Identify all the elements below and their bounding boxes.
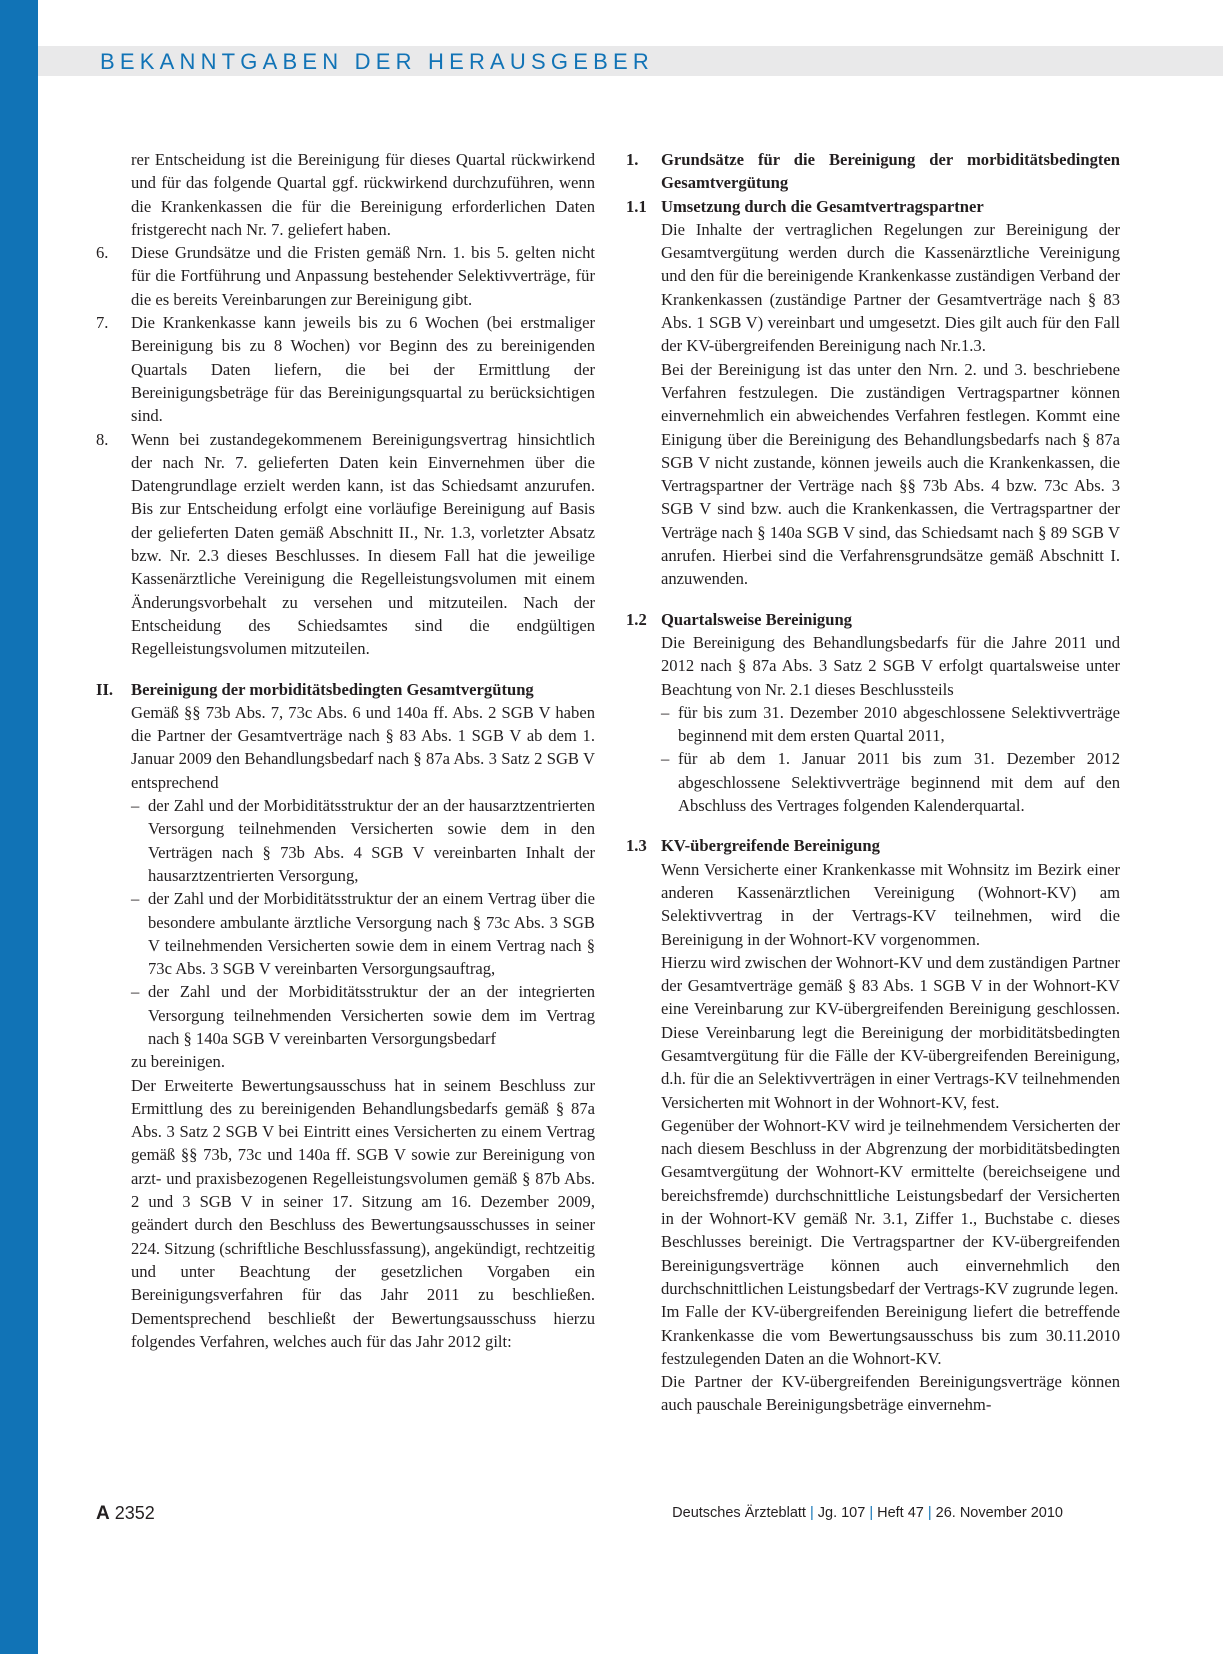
body-paragraph: Gegenüber der Wohnort-KV wird je teilnehmendem Versicherten der nach diesem Beschluss in der Abgrenzung der morbiditätsbedingten Gesamtvergütung der Wohnort-KV ermittelte (bereichseigene und bereichsfremde) durchschnittliche Leistungsbedarf der Versicherten in der Wohnort-KV gemäß Nr. 3.1, Ziffer 1., Buchstabe c. dieses Beschlusses bereinigt. Die Vertragspartner der KV-übergreifenden Bereinigungsverträge können auch einvernehmlich den durchschnittlichen Leistungsbedarf der Vertrags-KV zugrunde legen. (661, 1115, 1120, 1298)
section-number: II. (96, 679, 114, 699)
journal-name: Deutsches Ärzteblatt (672, 1505, 806, 1521)
journal-volume: Jg. 107 (817, 1505, 866, 1521)
list-item-8 (96, 428, 595, 661)
journal-issue: Heft 47 (877, 1505, 924, 1521)
list-number: 7. (96, 313, 109, 333)
left-column (96, 148, 595, 1353)
page-prefix: A (96, 1503, 110, 1524)
bullet-text: der Zahl und der Morbiditätsstruktur der an der hausarztzentrierten Versorgung teilnehmenden Versicherten sowie dem in den Verträgen nach § 73b Abs. 4 SGB V vereinbarten Inhalt der hausarztzentrierten Versorgung, (148, 796, 595, 885)
list-text: Diese Grundsätze und die Fristen gemäß Nrn. 1. bis 5. gelten nicht für die Fortführung und Anpassung bestehender Selektivverträge, für die es bereits Vereinbarungen zur Bereinigung gibt. (131, 243, 595, 309)
body-paragraph: Wenn Versicherte einer Krankenkasse mit Wohnsitz im Bezirk einer anderen Kassenärztlichen Vereinigung (Wohnort-KV) am Selektivvertrag in der Vertrags-KV teilnehmen, wird die Bereinigung in der Wohnort-KV vorgenommen. (661, 859, 1120, 949)
side-color-bar (0, 0, 38, 1654)
list-number: 6. (96, 243, 109, 263)
section-number: 1.3 (626, 836, 647, 856)
page-number (96, 1500, 155, 1526)
section-title: Quartalsweise Bereinigung (661, 609, 852, 629)
section-heading-1-3 (626, 834, 1120, 857)
bullet-item: – der Zahl und der Morbiditätsstruktur der an der integrierten Versorgung teilnehmenden Versicherten sowie dem im Vertrag nach § 140a SGB V vereinbarten Versorgungsbedarf (96, 980, 595, 1050)
bullet-text: für ab dem 1. Januar 2011 bis zum 31. Dezember 2012 abgeschlossene Selektivverträge beginnend mit dem auf den Abschluss des Vertrages folgenden Kalenderquartal. (678, 749, 1120, 816)
list-text: Die Krankenkasse kann jeweils bis zu 6 Wochen (bei erstmaliger Bereinigung bis zu 8 Wochen) vor Beginn des zu bereinigenden Quartals Daten liefern, die bei der Ermittlung der Bereinigungsbeträge für das Bereinigungsquartal zu berücksichtigen sind. (131, 313, 595, 426)
list-text: Wenn bei zustandegekommenem Bereinigungsvertrag hinsichtlich der nach Nr. 7. gelieferten Daten kein Einvernehmen über die Datengrundlage erzielt werden kann, ist das Schiedsamt anzurufen. Bis zur Entscheidung erfolgt eine vorläufige Bereinigung auf Basis der gelieferten Daten gemäß Abschnitt II., Nr. 1.3, vorletzter Absatz bzw. Nr. 2.3 dieses Beschlusses. In diesem Fall hat die jeweilige Kassenärztliche Vereinigung die Regelleistungsvolumen mit einem Änderungsvorbehalt zu versehen und mitzuteilen. Nach der Entscheidung des Schiedsamtes sind die endgültigen Regelleistungsvolumen mitzuteilen. (131, 429, 595, 659)
body-paragraph: Die Partner der KV-übergreifenden Bereinigungsverträge können auch pauschale Bereinigungsbeträge einvernehm- (661, 1372, 1120, 1415)
section-number: 1.2 (626, 609, 647, 629)
body-paragraph: Bei der Bereinigung ist das unter den Nrn. 2. und 3. beschriebene Verfahren festzulegen. Die zuständigen Vertragspartner können einvernehmlich ein abweichendes Verfahren festlegen. Kommt eine Einigung über die Bereinigung des Behandlungsbedarfs nach § 87a SGB V nicht zustande, können jeweils auch die Krankenkassen, die Vertragspartner der Verträge nach §§ 73b Abs. 4 bzw. 73c Abs. 3 SGB V sind bzw. auch die Krankenkassen, die Vertragspartner der Verträge nach § 140a SGB V sind, das Schiedsamt nach § 89 SGB V anrufen. Hierbei sind die Verfahrensgrundsätze gemäß Abschnitt I. anzuwenden. (661, 359, 1120, 589)
body-paragraph: Hierzu wird zwischen der Wohnort-KV und dem zuständigen Partner der Gesamtverträge gemäß § 83 Abs. 1 SGB V in der Wohnort-KV eine Vereinbarung zur KV-übergreifenden Bereinigung geschlossen. Diese Vereinbarung legt die Bereinigung der morbiditätsbedingten Gesamtvergütung für die Fälle der KV-übergreifenden Bereinigung, d.h. für die an Selektivverträgen in einer Vertrags-KV teilnehmenden Versicherten mit Wohnort in der Wohnort-KV, fest. (661, 952, 1120, 1112)
section-title: Umsetzung durch die Gesamtvertragspartner (661, 196, 984, 216)
body-paragraph: Die Inhalte der vertraglichen Regelungen zur Bereinigung der Gesamtvergütung werden durch die Kassenärztliche Vereinigung und den für die bereinigende Krankenkasse zuständigen Verband der Krankenkassen (zuständige Partner der Gesamtverträge nach § 83 Abs. 1 SGB V) vereinbart und umgesetzt. Dies gilt auch für den Fall der KV-übergreifenden Bereinigung nach Nr.1.3. (661, 219, 1120, 356)
section-title: Grundsätze für die Bereinigung der morbiditätsbedingten Gesamtvergütung (661, 150, 1120, 193)
section-heading-ii (96, 678, 595, 701)
body-paragraph: Die Bereinigung des Behandlungsbedarfs für die Jahre 2011 und 2012 nach § 87a Abs. 3 Satz 2 SGB V erfolgt quartalsweise unter Beachtung von Nr. 2.1 dieses Beschlussteils (661, 632, 1120, 699)
section-number: 1. (626, 150, 639, 169)
bullet-item: – für bis zum 31. Dezember 2010 abgeschlossene Selektivverträge beginnend mit dem ersten Quartal 2011, (626, 701, 1120, 748)
section-header-title: BEKANNTGABEN DER HERAUSGEBER (100, 49, 654, 74)
section-number: 1.1 (626, 196, 647, 216)
bullet-text: für bis zum 31. Dezember 2010 abgeschlossene Selektivverträge beginnend mit dem ersten Quartal 2011, (678, 702, 1120, 746)
bullet-text: der Zahl und der Morbiditätsstruktur der an der integrierten Versorgung teilnehmenden Versicherten sowie dem im Vertrag nach § 140a SGB V vereinbarten Versorgungsbedarf (148, 982, 595, 1048)
bullet-text: der Zahl und der Morbiditätsstruktur der an einem Vertrag über die besondere ambulante ärztliche Versorgung nach § 73c Abs. 3 SGB V teilnehmenden Versicherten sowie dem in einem Vertrag nach § 73c Abs. 3 SGB V vereinbarten Versorgungsauftrag, (148, 889, 595, 979)
list-item-6 (96, 241, 595, 311)
section-title: KV-übergreifende Bereinigung (661, 836, 880, 856)
list-item-7 (96, 311, 595, 427)
section-title: Bereinigung der morbiditätsbedingten Gesamtvergütung (131, 679, 534, 699)
continued-paragraph: rer Entscheidung ist die Bereinigung für dieses Quartal rückwirkend und für das folgende Quartal ggf. rückwirkend durchzuführen, wenn die Krankenkassen die für die Bereinigung erforderlichen Daten fristgerecht nach Nr. 7. geliefert haben. (131, 150, 595, 239)
bullet-item: – der Zahl und der Morbiditätsstruktur der an der hausarztzentrierten Versorgung teilnehmenden Versicherten sowie dem in den Verträgen nach § 73b Abs. 4 SGB V vereinbarten Inhalt der hausarztzentrierten Versorgung, (96, 794, 595, 887)
bullet-item: – der Zahl und der Morbiditätsstruktur der an einem Vertrag über die besondere ambulante ärztliche Versorgung nach § 73c Abs. 3 SGB V teilnehmenden Versicherten sowie dem in einem Vertrag nach § 73c Abs. 3 SGB V vereinbarten Versorgungsauftrag, (96, 887, 595, 980)
list-number: 8. (96, 429, 109, 449)
body-paragraph: Der Erweiterte Bewertungsausschuss hat in seinem Beschluss zur Ermittlung des zu bereinigenden Behandlungsbedarfs gemäß § 87a Abs. 3 Satz 2 SGB V bei Eintritt eines Versicherten zu einem Vertrag gemäß §§ 73b, 73c und 140a ff. SGB V sowie zur Bereinigung von arzt- und praxisbezogenen Regelleistungsvolumen gemäß § 87b Abs. 2 und 3 SGB V in seiner 17. Sitzung am 16. Dezember 2009, geändert durch den Beschluss des Bewertungsausschusses in seiner 224. Sitzung (schriftliche Beschlussfassung), angekündigt, rechtzeitig und unter Beachtung der gesetzlichen Vorgaben ein Bereinigungsverfahren für das Jahr 2011 zu beschließen. Dementsprechend beschließt der Bewertungsausschuss hierzu folgendes Verfahren, welches auch für das Jahr 2012 gilt: (131, 1075, 595, 1351)
section-heading-1-1 (626, 195, 1120, 218)
right-column (626, 148, 1120, 1417)
section-heading-1 (626, 148, 1120, 195)
journal-footer: Deutsches Ärzteblatt | Jg. 107 | Heft 47 | 26. November 2010 (672, 1505, 1063, 1521)
journal-date: 26. November 2010 (935, 1505, 1063, 1521)
after-bullets-text: zu bereinigen. (131, 1052, 225, 1072)
section-heading-1-2 (626, 608, 1120, 631)
page-number-value: 2352 (114, 1503, 155, 1523)
bullet-item: – für ab dem 1. Januar 2011 bis zum 31. Dezember 2012 abgeschlossene Selektivverträge beginnend mit dem auf den Abschluss des Vertrages folgenden Kalenderquartal. (626, 747, 1120, 817)
section-intro: Gemäß §§ 73b Abs. 7, 73c Abs. 6 und 140a ff. Abs. 2 SGB V haben die Partner der Gesamtverträge nach § 83 Abs. 1 SGB V ab dem 1. Januar 2009 den Behandlungsbedarf nach § 87a Abs. 3 Satz 2 SGB V entsprechend (131, 702, 595, 792)
body-paragraph: Im Falle der KV-übergreifenden Bereinigung liefert die betreffende Krankenkasse die vom Bewertungsausschuss bis zum 30.11.2010 festzulegenden Daten an die Wohnort-KV. (661, 1302, 1120, 1368)
